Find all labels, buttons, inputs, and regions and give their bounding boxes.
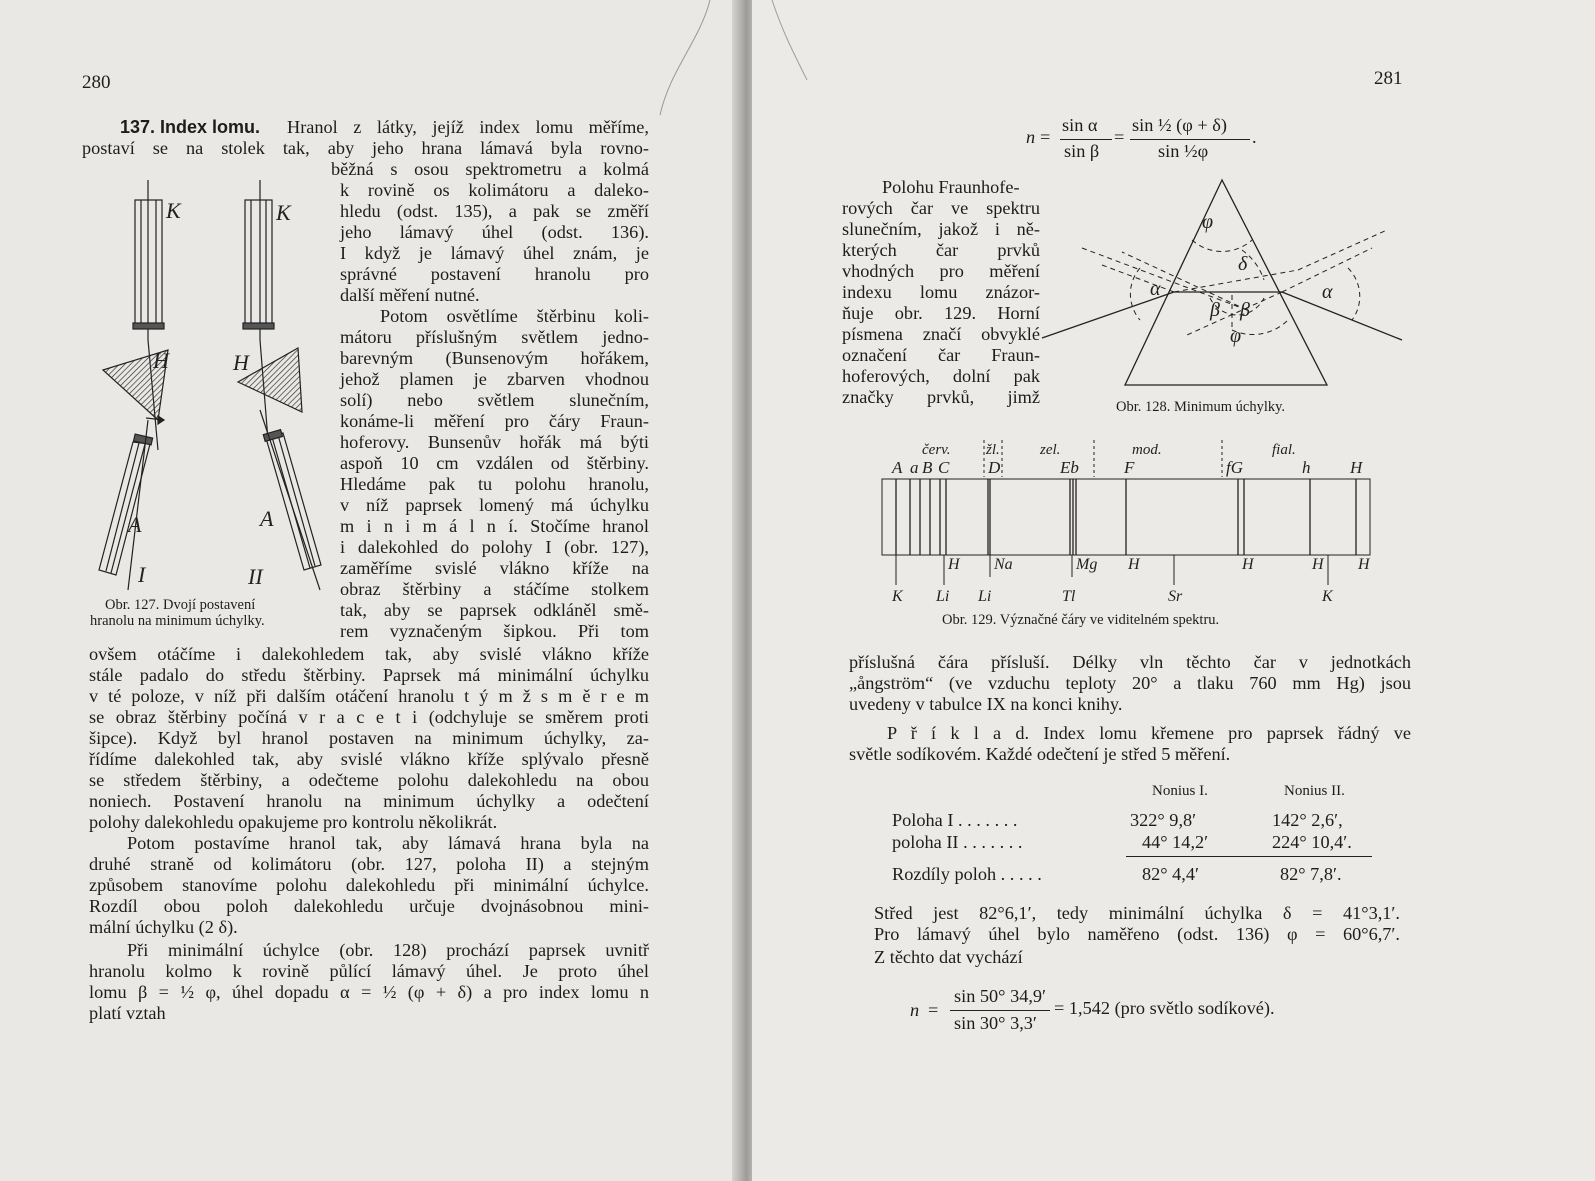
- text-line: rových čar ve spektru: [842, 198, 1040, 218]
- text-line: I když je lámavý úhel znám, je: [340, 243, 649, 263]
- text-line: P ř í k l a d. Index lomu křemene pro paprsek řádný ve: [887, 723, 1411, 743]
- text-line: solí) nebo světlem slunečním,: [340, 390, 649, 410]
- text-line: lomu β = ½ φ, úhel dopadu α = ½ (φ + δ) a pro index lomu n: [89, 982, 649, 1002]
- text-line: hoferovy. Bunsenův hořák má býti: [340, 432, 649, 452]
- figure-128: [1042, 170, 1442, 400]
- text-line: správné postavení hranolu pro: [340, 264, 649, 284]
- text-line: postaví se na stolek tak, aby jeho hrana lámavá byla rovno-: [82, 138, 649, 158]
- label-beta: β: [1210, 299, 1220, 321]
- text-line: kterých čar prvků: [842, 240, 1040, 260]
- line-label: B: [922, 458, 933, 477]
- text-line: i dalekohled do polohy I (obr. 127),: [340, 537, 649, 557]
- text-line: uvedeny v tabulce IX na konci knihy.: [849, 694, 1123, 714]
- label-a: A: [128, 512, 142, 537]
- text-line: Při minimální úchylce (obr. 128) prochází paprsek uvnitř: [127, 940, 649, 960]
- text-line: ňuje obr. 129. Horní: [842, 303, 1040, 323]
- pencil-mark: [640, 0, 720, 120]
- figure-caption: Obr. 129. Význačné čáry ve viditelném spektru.: [942, 612, 1220, 628]
- formula-num: sin 50° 34,9′: [954, 986, 1047, 1006]
- section-heading: 137. Index lomu.: [120, 117, 261, 137]
- text-line: Potom osvětlíme štěrbinu koli-: [380, 306, 649, 326]
- label-h: H: [233, 350, 249, 375]
- text-line: další měření nutné.: [340, 285, 480, 305]
- text-line: vhodných pro měření: [842, 261, 1040, 281]
- text-line: písmena značí obvyklé: [842, 324, 1040, 344]
- line-label: H: [1350, 458, 1363, 477]
- text-line: Hledáme pak tu polohu hranolu,: [340, 474, 649, 494]
- formula-num2: sin ½ (φ + δ): [1132, 115, 1227, 135]
- element-label: K: [1322, 588, 1333, 605]
- text-line: jeho lámavý úhel (odst. 136).: [340, 222, 649, 242]
- label-delta: δ: [1238, 253, 1248, 275]
- text-line: světle sodíkovém. Každé odečtení je střed 5 měření.: [849, 744, 1231, 764]
- color-label-yellow: žl.: [986, 442, 1000, 458]
- text-line: aspoň 10 cm vzdálen od štěrbiny.: [340, 453, 649, 473]
- line-label: Eb: [1060, 458, 1079, 477]
- text-line: Pro lámavý úhel bylo naměřeno (odst. 136) φ = 60°6,7′.: [874, 924, 1400, 944]
- text-line: polohy dalekohledu opakujeme pro kontrolu několikrát.: [89, 812, 498, 832]
- text-line: noniech. Postavení hranolu na minimum úchylky a odečtení: [89, 791, 649, 811]
- text-line: řídíme dalekohled tak, aby svislé vlákno kříže splývalo přesně: [89, 749, 649, 769]
- table-row-label: poloha II . . . . . . .: [892, 832, 1023, 852]
- formula-num1: sin α: [1062, 115, 1098, 135]
- table-row-label: Rozdíly poloh . . . . .: [892, 864, 1042, 884]
- line-label: A: [892, 458, 903, 477]
- text-line: obraz štěrbiny a stáčíme stolkem: [340, 579, 649, 599]
- text-line: hoferových, dolní pak: [842, 366, 1040, 386]
- text-line: běžná s osou spektrometru a kolmá: [331, 159, 649, 179]
- text-line: m i n i m á l n í. Stočíme hranol: [340, 516, 649, 536]
- color-label-red: červ.: [922, 442, 951, 458]
- table-row-label: Poloha I . . . . . . .: [892, 810, 1018, 830]
- text-line: způsobem stanovíme polohu dalekohledu při minimální úchylce.: [89, 875, 649, 895]
- pencil-mark: [752, 0, 812, 100]
- element-label: H: [948, 556, 960, 573]
- text-line: tak, aby se paprsek odkláněl smě-: [340, 600, 649, 620]
- text-line: slunečním, jakož i ně-: [842, 219, 1040, 239]
- table-header: Nonius II.: [1284, 783, 1345, 799]
- text-line: příslušná čára přísluší. Délky vln těchto čar v jednotkách: [849, 652, 1411, 672]
- text-line: barevným (Bunsenovým hořákem,: [340, 348, 649, 368]
- formula-end: .: [1252, 127, 1257, 147]
- label-k: K: [166, 198, 181, 223]
- label-a: A: [260, 506, 274, 531]
- collimator-tube: [245, 200, 272, 325]
- text-line: se středem štěrbiny, a odečteme polohu dalekohledu na obou: [89, 770, 649, 790]
- line-label: a: [910, 458, 919, 477]
- text-line: jehož plamen je zbarven vhodnou: [340, 369, 649, 389]
- text-line: v níž paprsek lomený má úchylku: [340, 495, 649, 515]
- text-line: „ångström“ (ve vzduchu teploty 20° a tlaku 760 mm Hg) jsou: [849, 673, 1411, 693]
- text-line: šipce). Když byl hranol postaven na minimum úchylky, za-: [89, 728, 649, 748]
- table-cell: 44° 14,2′: [1142, 832, 1209, 852]
- right-page: [752, 0, 1595, 1181]
- text-line: Střed jest 82°6,1′, tedy minimální úchylka δ = 41°3,1′.: [874, 903, 1400, 923]
- text-line: Hranol z látky, jejíž index lomu měříme,: [287, 117, 649, 137]
- text-line: Rozdíl obou poloh dalekohledu určuje dvojnásobnou mini-: [89, 896, 649, 916]
- line-label: F: [1124, 458, 1135, 477]
- text-line: platí vztah: [89, 1003, 166, 1023]
- element-label: Tl: [1062, 588, 1076, 605]
- table-header: Nonius I.: [1152, 783, 1208, 799]
- text-line: Polohu Fraunhofe-: [882, 177, 1020, 197]
- text-line: zaměříme svislé vlákno kříže na: [340, 558, 649, 578]
- label-position-i: I: [138, 562, 146, 587]
- element-label: Li: [978, 588, 992, 605]
- table-rule: [1126, 856, 1372, 857]
- label-phi: φ: [1202, 211, 1214, 233]
- text-line: Z těchto dat vychází: [874, 947, 1023, 967]
- text-line: druhé straně od kolimátoru (obr. 127, poloha II) a stejným: [89, 854, 649, 874]
- table-cell: 224° 10,4′.: [1272, 832, 1352, 852]
- color-label-blue: mod.: [1132, 442, 1162, 458]
- formula-n: n: [910, 1000, 920, 1020]
- figure-129: [882, 437, 1372, 607]
- formula-den1: sin β: [1064, 141, 1100, 161]
- table-cell: 142° 2,6′,: [1272, 810, 1343, 830]
- text-line: ovšem otáčíme i dalekohledem tak, aby svislé vlákno kříže: [89, 644, 649, 664]
- line-label: C: [938, 458, 950, 477]
- formula-rest: = 1,542 (pro světlo sodíkové).: [1054, 998, 1275, 1018]
- text-line: se obraz štěrbiny počíná v r a c e t i (odchyluje se směrem proti: [89, 707, 649, 727]
- collimator-slit: [243, 323, 274, 329]
- element-label: H: [1242, 556, 1254, 573]
- text-line: konáme-li měření pro čáry Fraun-: [340, 411, 649, 431]
- element-label: Mg: [1076, 556, 1098, 573]
- label-position-ii: II: [248, 564, 263, 589]
- spectral-lines: [896, 479, 1356, 555]
- text-line: k rovině os kolimátoru a daleko-: [340, 180, 649, 200]
- text-line: v té poloze, v níž při dalším otáčení hranolu t ý m ž s m ě r e m: [89, 686, 649, 706]
- formula-n: n: [1026, 127, 1036, 147]
- line-label: D: [988, 458, 1001, 477]
- element-label: H: [1358, 556, 1370, 573]
- element-label: Sr: [1168, 588, 1183, 605]
- formula-eq: =: [928, 1000, 939, 1020]
- color-label-green: zel.: [1040, 442, 1061, 458]
- page-number: 281: [1374, 68, 1403, 89]
- text-line: indexu lomu znázor-: [842, 282, 1040, 302]
- line-label: fG: [1226, 458, 1243, 477]
- label-k: K: [276, 200, 291, 225]
- label-alpha: α: [1322, 281, 1333, 303]
- page-number: 280: [82, 72, 111, 93]
- label-phi: φ: [1230, 325, 1242, 347]
- text-line: mální úchylku (2 δ).: [89, 917, 238, 937]
- text-line: rem vyznačeným šipkou. Při tom: [340, 621, 649, 641]
- telescope-tube: [99, 442, 150, 575]
- table-cell: 82° 7,8′.: [1280, 864, 1342, 884]
- formula-eq: =: [1114, 127, 1125, 147]
- label-alpha: α: [1150, 278, 1161, 300]
- element-label: H: [1128, 556, 1140, 573]
- figure-caption: Obr. 128. Minimum úchylky.: [1116, 399, 1286, 415]
- text-line: hranolu kolmo k rovině půlící lámavý úhel. Je proto úhel: [89, 961, 649, 981]
- text-line: hledu (odst. 135), a pak se změří: [340, 201, 649, 221]
- color-label-violet: fial.: [1272, 442, 1296, 458]
- formula-den: sin 30° 3,3′: [954, 1013, 1037, 1033]
- text-line: značky prvků, jimž: [842, 387, 1040, 407]
- table-cell: 82° 4,4′: [1142, 864, 1200, 884]
- label-h: H: [153, 348, 169, 373]
- text-line: stále padalo do středu štěrbiny. Paprsek má minimální úchylku: [89, 665, 649, 685]
- formula-eq: =: [1040, 127, 1051, 147]
- text-line: Potom postavíme hranol tak, aby lámavá hrana byla na: [127, 833, 649, 853]
- formula-den2: sin ½φ: [1158, 141, 1209, 161]
- text-line: mátoru příslušným světlem jedno-: [340, 327, 649, 347]
- element-label: H: [1312, 556, 1324, 573]
- label-beta: β: [1240, 299, 1250, 321]
- figure-127: [88, 180, 328, 600]
- table-cell: 322° 9,8′: [1130, 810, 1197, 830]
- figure-caption: Obr. 127. Dvojí postavení: [105, 597, 256, 613]
- left-page: [0, 0, 740, 1181]
- element-label: Li: [936, 588, 950, 605]
- text-line: označení čar Fraun-: [842, 345, 1040, 365]
- collimator-slit: [133, 323, 164, 329]
- figure-caption: hranolu na minimum úchylky.: [90, 613, 265, 629]
- line-label: h: [1302, 458, 1311, 477]
- element-label: Na: [994, 556, 1013, 573]
- element-label: K: [892, 588, 903, 605]
